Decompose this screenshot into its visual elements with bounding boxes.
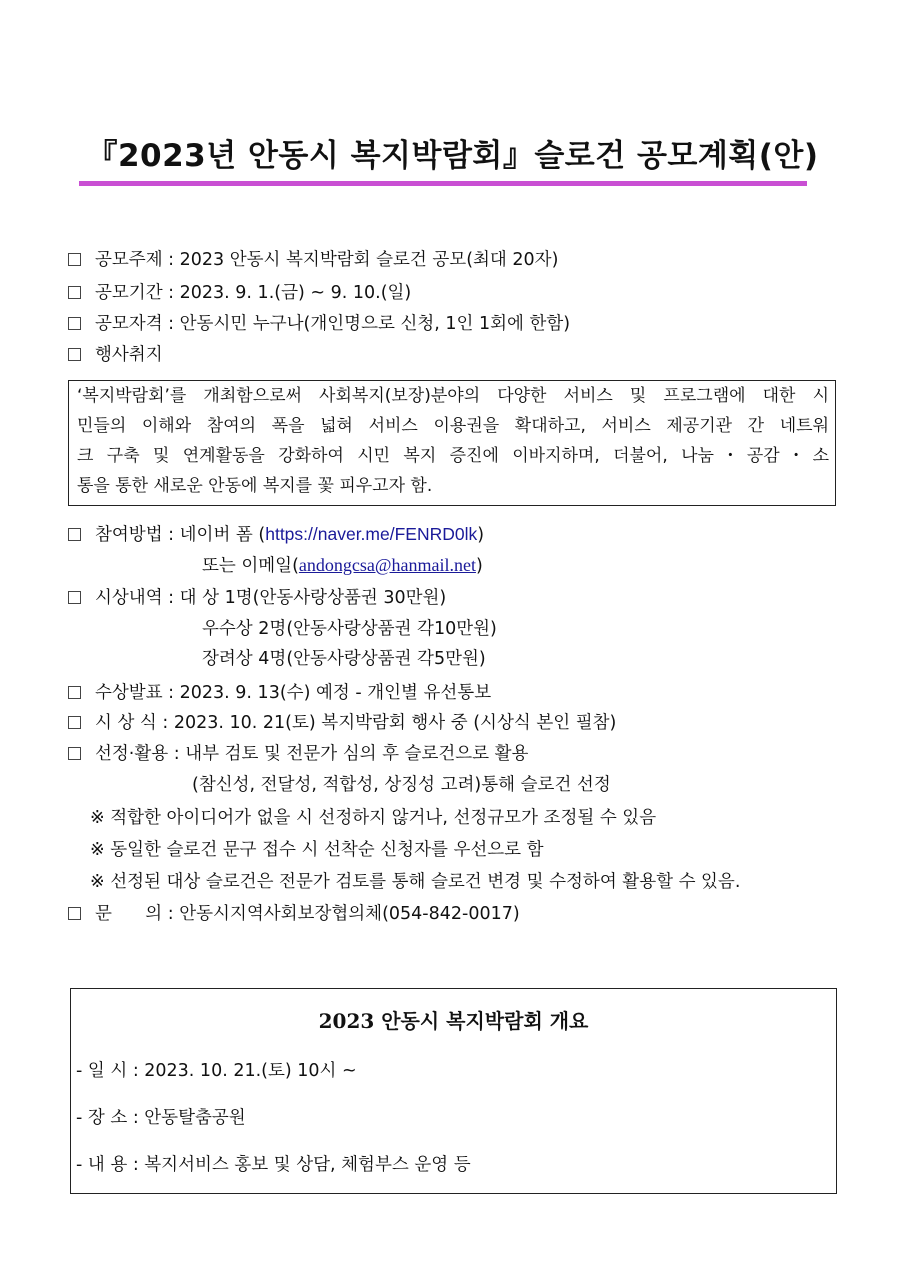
checkbox-icon (68, 747, 81, 760)
item-participation: 참여방법 : 네이버 폼 (https://naver.me/FENRD0lk) (68, 522, 484, 547)
checkbox-icon (68, 907, 81, 920)
award-third: 장려상 4명(안동사랑상품권 각5만원) (202, 649, 486, 669)
item-selection: 선정·활용 : 내부 검토 및 전문가 심의 후 슬로건으로 활용 (68, 742, 528, 766)
item-ceremony: 시 상 식 : 2023. 10. 21(토) 복지박람회 행사 중 (시상식 본인 필참) (68, 711, 616, 735)
title-underline (79, 181, 807, 186)
purpose-line: 민들의 이해와 참여의 폭을 넓혀 서비스 이용권을 확대하고, 서비스 제공기관 간 네트워 (77, 416, 829, 436)
item-announcement: 수상발표 : 2023. 9. 13(수) 예정 - 개인별 유선통보 (68, 681, 491, 705)
award-second: 우수상 2명(안동사랑상품권 각10만원) (202, 619, 497, 639)
purpose-line: 크 구축 및 연계활동을 강화하여 시민 복지 증진에 이바지하며, 더불어, 나눔・공감・소 (77, 446, 829, 466)
checkbox-icon (68, 716, 81, 729)
checkbox-icon (68, 348, 81, 361)
item-eligibility: 공모자격 : 안동시민 누구나(개인명으로 신청, 1인 1회에 한함) (68, 312, 570, 336)
email-link[interactable]: andongcsa@hanmail.net (298, 555, 476, 575)
item-participation-email: 또는 이메일(andongcsa@hanmail.net) (202, 555, 483, 576)
item-purpose-heading: 행사취지 (68, 343, 163, 367)
purpose-line: ‘복지박람회’를 개최함으로써 사회복지(보장)분야의 다양한 서비스 및 프로그램에 대한 시 (77, 386, 829, 406)
checkbox-icon (68, 253, 81, 266)
checkbox-icon (68, 528, 81, 541)
checkbox-icon (68, 686, 81, 699)
checkbox-icon (68, 286, 81, 299)
checkbox-icon (68, 591, 81, 604)
note-item: ※ 선정된 대상 슬로건은 전문가 검토를 통해 슬로건 변경 및 수정하여 활용할 수 있음. (90, 872, 741, 892)
note-item: ※ 적합한 아이디어가 없을 시 선정하지 않거나, 선정규모가 조정될 수 있음 (90, 808, 657, 828)
page-title: 『2023년 안동시 복지박람회』슬로건 공모계획(안) (86, 138, 819, 174)
overview-datetime: - 일 시 : 2023. 10. 21.(토) 10시 ~ (76, 1061, 357, 1081)
item-period: 공모기간 : 2023. 9. 1.(금) ~ 9. 10.(일) (68, 281, 411, 305)
overview-place: - 장 소 : 안동탈춤공원 (76, 1108, 246, 1128)
overview-title: 2023 안동시 복지박람회 개요 (318, 1009, 589, 1033)
item-inquiry: 문 의 : 안동시지역사회보장협의체(054-842-0017) (68, 902, 520, 926)
naver-form-link[interactable]: https://naver.me/FENRD0lk (265, 524, 478, 544)
item-subject: 공모주제 : 2023 안동시 복지박람회 슬로건 공모(최대 20자) (68, 248, 558, 272)
checkbox-icon (68, 317, 81, 330)
note-item: ※ 동일한 슬로건 문구 접수 시 선착순 신청자를 우선으로 함 (90, 840, 544, 860)
purpose-line: 통을 통한 새로운 안동에 복지를 꽃 피우고자 함. (77, 476, 433, 496)
item-awards: 시상내역 : 대 상 1명(안동사랑상품권 30만원) (68, 586, 446, 610)
selection-criteria: (참신성, 전달성, 적합성, 상징성 고려)통해 슬로건 선정 (192, 775, 611, 795)
overview-content: - 내 용 : 복지서비스 홍보 및 상담, 체험부스 운영 등 (76, 1155, 471, 1175)
